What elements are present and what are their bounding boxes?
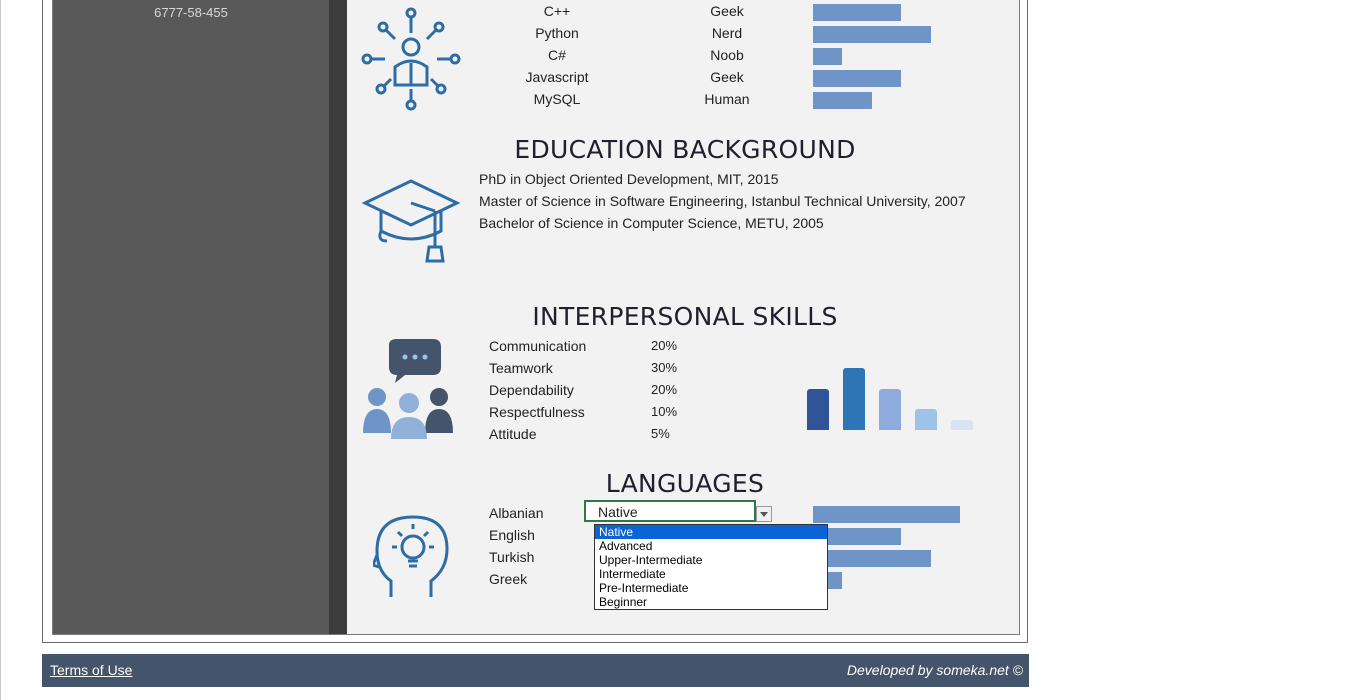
language-name: Turkish: [489, 549, 535, 565]
dropdown-option[interactable]: Advanced: [599, 539, 653, 553]
programming-level: Noob: [710, 47, 744, 63]
sidebar: [53, 0, 329, 634]
programming-language: Javascript: [525, 69, 589, 85]
language-level-bar: [813, 550, 931, 567]
dropdown-option[interactable]: Upper-Intermediate: [599, 553, 703, 567]
education-heading: EDUCATION BACKGROUND: [514, 135, 856, 164]
programming-level: Geek: [710, 3, 744, 19]
programming-level-bar: [813, 4, 901, 21]
developer-network-icon: [359, 7, 463, 111]
sheet-edge: [0, 0, 1, 700]
interpersonal-skill: Respectfulness: [489, 404, 585, 420]
education-line: PhD in Object Oriented Development, MIT, 2015: [479, 171, 779, 187]
resume-page: [52, 0, 1020, 635]
languages-heading: LANGUAGES: [605, 469, 765, 498]
programming-level: Geek: [710, 69, 744, 85]
education-line: Master of Science in Software Engineering, Istanbul Technical University, 2007: [479, 193, 966, 209]
language-name: English: [489, 527, 535, 543]
programming-level: Nerd: [711, 25, 743, 41]
graduation-cap-icon: [361, 175, 461, 267]
interpersonal-chart-bar: [843, 368, 865, 430]
team-chat-icon: [363, 339, 459, 439]
dropdown-option[interactable]: Beginner: [599, 595, 648, 609]
dropdown-option[interactable]: Intermediate: [599, 567, 666, 581]
dropdown-options-list[interactable]: [594, 524, 828, 610]
chevron-down-icon[interactable]: [756, 506, 772, 522]
interpersonal-chart-bar: [951, 420, 973, 430]
terms-of-use-link[interactable]: Terms of Use: [50, 662, 133, 678]
language-level-bar: [813, 506, 960, 523]
dropdown-selected-value: Native: [598, 504, 638, 520]
interpersonal-percent: 30%: [651, 360, 678, 375]
programming-level-bar: [813, 92, 872, 109]
language-level-dropdown[interactable]: [584, 500, 756, 522]
language-name: Greek: [489, 571, 528, 587]
programming-level-bar: [813, 26, 931, 43]
interpersonal-skill: Dependability: [489, 382, 574, 398]
head-lightbulb-icon: [373, 511, 453, 601]
sidebar-divider: [329, 0, 347, 634]
interpersonal-chart-bar: [915, 409, 937, 430]
phone-number: 6777-58-455: [154, 5, 228, 20]
education-line: Bachelor of Science in Computer Science, METU, 2005: [479, 215, 824, 231]
dropdown-option[interactable]: Native: [595, 525, 827, 539]
programming-language: MySQL: [533, 91, 581, 107]
interpersonal-chart-bar: [879, 389, 901, 430]
developer-credit: Developed by someka.net ©: [846, 662, 1023, 678]
programming-level: Human: [704, 91, 750, 107]
interpersonal-percent: 20%: [651, 382, 678, 397]
programming-level-bar: [813, 48, 842, 65]
interpersonal-percent: 5%: [651, 426, 670, 441]
dropdown-option[interactable]: Pre-Intermediate: [599, 581, 689, 595]
programming-language: Python: [535, 25, 579, 41]
interpersonal-skill: Communication: [489, 338, 587, 354]
interpersonal-percent: 20%: [651, 338, 678, 353]
interpersonal-chart-bar: [807, 389, 829, 430]
programming-language: C++: [543, 3, 571, 19]
interpersonal-skill: Attitude: [489, 426, 537, 442]
interpersonal-heading: INTERPERSONAL SKILLS: [532, 302, 838, 331]
footer-bar: [42, 654, 1029, 687]
language-name: Albanian: [489, 505, 544, 521]
interpersonal-percent: 10%: [651, 404, 678, 419]
programming-language: C#: [548, 47, 566, 63]
programming-level-bar: [813, 70, 901, 87]
interpersonal-skill: Teamwork: [489, 360, 553, 376]
